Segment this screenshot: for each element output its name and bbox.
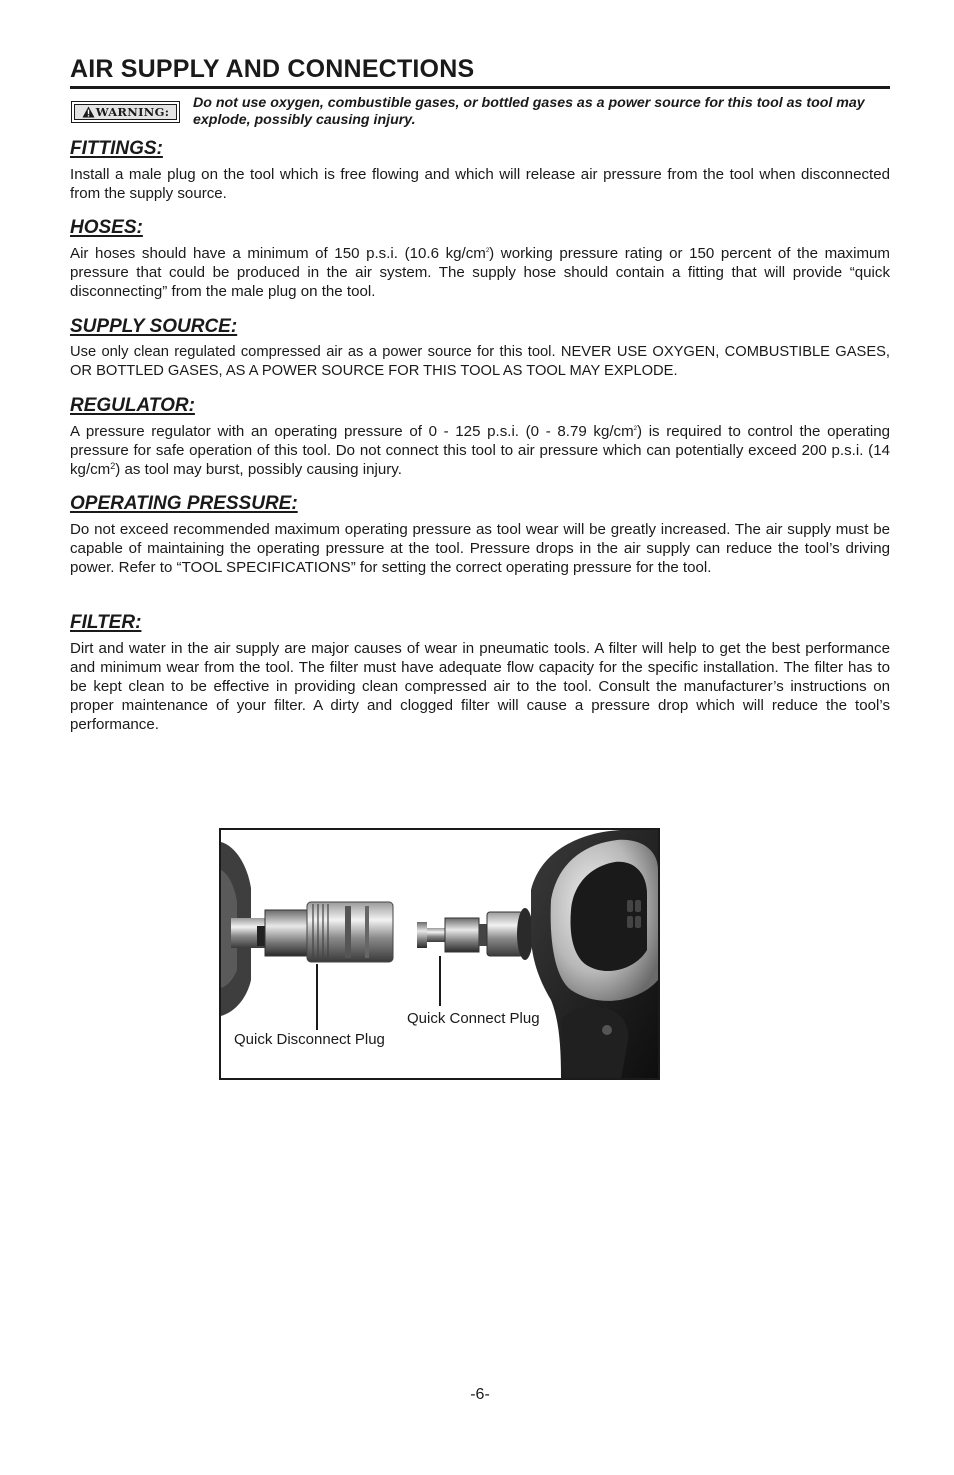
operating-pressure-body: Do not exceed recommended maximum operating pressure as tool wear will be greatly increased. The air supply must be capable of maintaining the operating pressure at the tool. Pressure drops in the air supply can reduce the tool’s driving power. Refer to “TOOL SPECIFICATIONS” for setting the correct operating pressure for the tool. (70, 521, 890, 576)
warning-label: WARNING: (95, 105, 170, 119)
section-operating-pressure (70, 493, 890, 577)
section-supply-source (70, 316, 890, 381)
section-filter (70, 612, 890, 734)
hoses-heading: HOSES: (70, 217, 143, 238)
fittings-photo-figure (219, 828, 660, 1080)
regulator-heading: REGULATOR: (70, 395, 195, 416)
hoses-body: Air hoses should have a minimum of 150 p.s.i. (10.6 $kg/cm^2$) working pressure rating or 150 percent of the maximum pressure that could be produced in the air system. The supply hose should contain a fitting that will provide “quick disconnecting” from the male plug on the tool. (70, 245, 890, 300)
operating-pressure-heading: OPERATING PRESSURE: (70, 493, 298, 514)
section-fittings (70, 138, 890, 203)
page-title: AIR SUPPLY AND CONNECTIONS (70, 55, 475, 83)
warning-text: Do not use oxygen, combustible gases, or bottled gases as a power source for this tool as tool may explode, possibly causing injury. (193, 95, 865, 128)
filter-heading: FILTER: (70, 612, 142, 633)
quick-connect-plug-label: Quick Connect Plug (407, 1010, 540, 1027)
quick-disconnect-plug-label: Quick Disconnect Plug (234, 1031, 385, 1048)
supply-source-body: Use only clean regulated compressed air as a power source for this tool. NEVER USE OXYGEN, COMBUSTIBLE GASES, OR BOTTLED GASES, AS A POWER SOURCE FOR THIS TOOL AS TOOL MAY EXPLODE. (70, 344, 890, 379)
fittings-heading: FITTINGS: (70, 138, 163, 159)
supply-source-heading: SUPPLY SOURCE: (70, 316, 238, 337)
page-number: -6- (470, 1386, 490, 1403)
warning-badge (71, 101, 180, 123)
section-hoses (70, 217, 890, 301)
filter-body: Dirt and water in the air supply are major causes of wear in pneumatic tools. A filter will help to get the best performance and minimum wear from the tool. The filter must have adequate flow capacity for the specific installation. The filter has to be kept clean to be effective in providing clean compressed air to the tool. Consult the manufacturer’s instructions on proper maintenance of your filter. A dirty and clogged filter will cause a pressure drop which will reduce the tool’s performance. (70, 640, 890, 733)
regulator-body: A pressure regulator with an operating pressure of 0 - 125 p.s.i. (0 - 8.79 $kg/cm^2$) is required to control the operating pressure for safe operation of this tool. Do not connect this tool to air pressure which can potentially exceed 200 p.s.i. (14 $kg/cm^2$) as tool may burst, possibly causing injury. (70, 423, 891, 478)
section-regulator (70, 395, 890, 479)
fittings-body: Install a male plug on the tool which is free flowing and which will release air pressure from the tool when disconnected from the supply source. (70, 166, 890, 202)
title-rule (70, 86, 890, 89)
warning-triangle-icon (82, 106, 95, 118)
